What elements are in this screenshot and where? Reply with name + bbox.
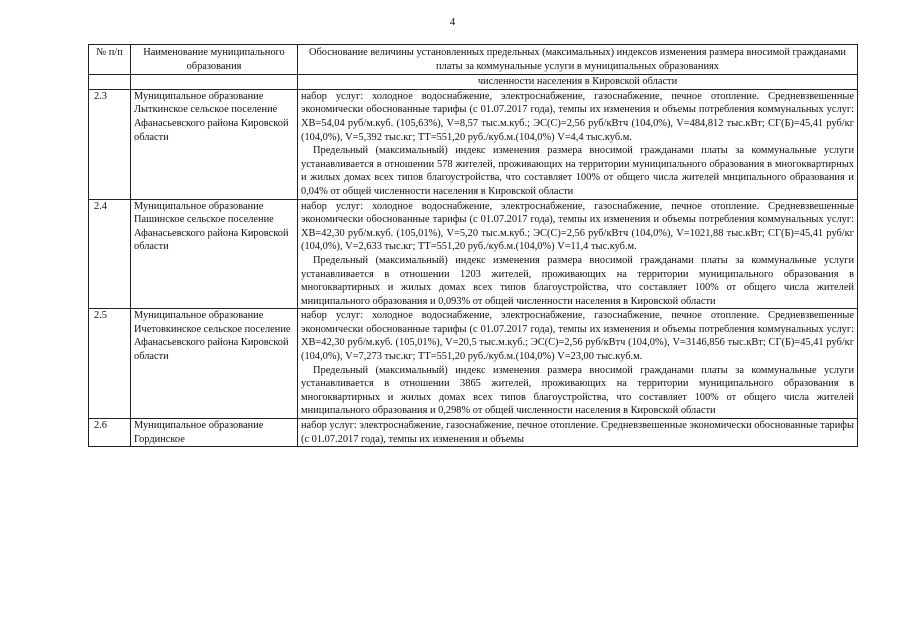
row-number: 2.6 <box>89 419 131 447</box>
continuation-name-cell <box>131 75 298 90</box>
header-name-text: Наименование муниципального образования <box>143 47 285 72</box>
row-number: 2.5 <box>89 309 131 419</box>
municipality-name: Муниципальное образование Гординское <box>131 419 298 447</box>
table-row <box>89 199 858 309</box>
basis-cell <box>298 419 858 447</box>
municipality-name: Муниципальное образование Лыткинское сельское поселение Афанасьевского района Кировской области <box>131 89 298 199</box>
table-row <box>89 419 858 447</box>
index-text: Предельный (максимальный) индекс изменения размера вносимой гражданами платы за коммунальные услуги устанавливается в отношении 1203 жителей, проживающих на территории муниципального образования в многоквартирных и жилых домах всех типов благоустройства, что составляет 100% от общего числа жителей мниципального образования и 0,093% от общей численности населения в Кировской области <box>301 254 854 307</box>
basis-cell <box>298 199 858 309</box>
basis-cell <box>298 89 858 199</box>
services-text: набор услуг: холодное водоснабжение, электроснабжение, газоснабжение, печное отопление. Средневзвешенные экономически обоснованные тарифы (с 01.07.2017 года), темпы их изменения и объемы потребления коммунальных услуг: ХВ=42,30 руб/м.куб. (105,01%), V=5,20 тыс.м.куб.; ЭС(С)=2,56 руб/кВтч (104,0%), V=1021,88 тыс.кВт; СГ(Б)=45,41 руб/кг (104,0%), V=2,633 тыс.кг; ТТ=551,20 руб./куб.м.(104,0%) V=11,4 тыс.куб.м. <box>301 200 854 253</box>
services-text: набор услуг: электроснабжение, газоснабжение, печное отопление. Средневзвешенные экономически обоснованные тарифы (с 01.07.2017 года), темпы их изменения и объемы <box>301 420 854 445</box>
continuation-row <box>89 75 858 90</box>
header-basis-text: Обоснование величины установленных предельных (максимальных) индексов изменения размера вносимой гражданами платы за коммунальные услуги в муниципальных образованиях <box>309 47 846 72</box>
header-num-text: № п/п <box>96 47 123 58</box>
tariff-index-table <box>88 44 858 447</box>
services-text: набор услуг: холодное водоснабжение, электроснабжение, газоснабжение, печное отопление. Средневзвешенные экономически обоснованные тарифы (с 01.07.2017 года), темпы их изменения и объемы потребления коммунальных услуг: ХВ=54,04 руб/м.куб. (105,63%), V=8,57 тыс.м.куб.; ЭС(С)=2,56 руб/кВтч (104,0%), V=484,812 тыс.кВт; СГ(Б)=45,41 руб/кг (104,0%), V=5,392 тыс.кг; ТТ=551,20 руб./куб.м.(104,0%) V=4,4 тыс.куб.м. <box>301 90 854 143</box>
index-text: Предельный (максимальный) индекс изменения размера вносимой гражданами платы за коммунальные услуги устанавливается в отношении 578 жителей, проживающих на территории муниципального образования в многоквартирных и жилых домах всех типов благоустройства, что составляет 100% от общего числа жителей мнципального образования и 0,04% от общей численности населения в Кировской области <box>301 145 854 197</box>
table-row <box>89 309 858 419</box>
municipality-name: Муниципальное образование Ичетовкинское сельское поселение Афанасьевского района Кировской области <box>131 309 298 419</box>
header-num <box>89 45 131 75</box>
header-name <box>131 45 298 75</box>
row-number: 2.3 <box>89 89 131 199</box>
municipality-name: Муниципальное образование Пашинское сельское поселение Афанасьевского района Кировской области <box>131 199 298 309</box>
row-number: 2.4 <box>89 199 131 309</box>
basis-cell <box>298 309 858 419</box>
index-text: Предельный (максимальный) индекс изменения размера вносимой гражданами платы за коммунальные услуги устанавливается в отношении 3865 жителей, проживающих на территории муниципального образования в многоквартирных и жилых домах всех типов благоустройства, что составляет 100% от общего числа жителей мниципального образования и 0,298% от общей численности населения в Кировской области <box>301 364 854 417</box>
services-text: набор услуг: холодное водоснабжение, электроснабжение, газоснабжение, печное отопление. Средневзвешенные экономически обоснованные тарифы (с 01.07.2017 года), темпы их изменения и объемы потребления коммунальных услуг: ХВ=42,30 руб/м.куб. (105,01%), V=20,5 тыс.м.куб.; ЭС(С)=2,56 руб/кВтч (104,0%), V=3146,856 тыс.кВт; СГ(Б)=45,41 руб/кг (104,0%), V=7,273 тыс.кг; ТТ=551,20 руб./куб.м.(104,0%) V=23,00 тыс.куб.м. <box>301 310 854 363</box>
continuation-text: численности населения в Кировской области <box>298 75 858 90</box>
continuation-num-cell <box>89 75 131 90</box>
page-number: 4 <box>449 16 456 28</box>
table-row <box>89 89 858 199</box>
header-basis <box>298 45 858 75</box>
table-header-row <box>89 45 858 75</box>
